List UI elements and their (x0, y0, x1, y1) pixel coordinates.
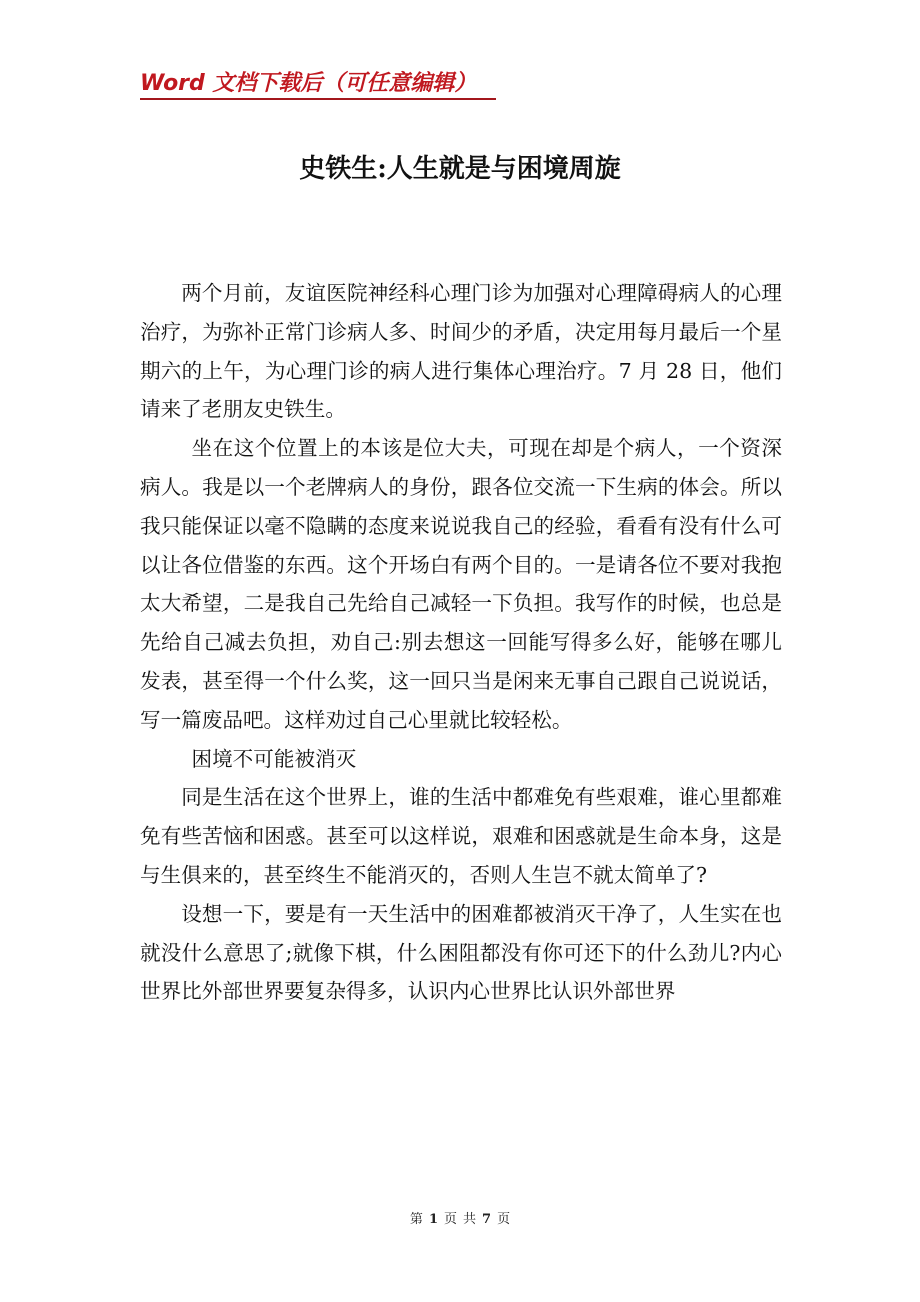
footer-label-ye-end: 页 (497, 1212, 511, 1227)
footer-label-total: 共 (463, 1212, 477, 1227)
footer-total-pages: 7 (482, 1212, 492, 1227)
footer-current-page: 1 (428, 1212, 438, 1227)
footer-label-page: 第 (409, 1212, 423, 1227)
footer-label-ye: 页 (443, 1212, 457, 1227)
page-footer (0, 1208, 920, 1227)
download-banner (140, 64, 496, 100)
section-heading: 困境不可能被消灭 (191, 746, 357, 771)
document-body (140, 274, 782, 1011)
paragraph: 坐在这个位置上的本该是位大夫，可现在却是个病人，一个资深病人。我是以一个老牌病人的身份，跟各位交流一下生病的体会。所以我只能保证以毫不隐瞒的态度来说说我自己的经验，看看有没有什么可以让各位借鉴的东西。这个开场白有两个目的。一是请各位不要对我抱太大希望，二是我自己先给自己减轻一下负担。我写作的时候，也总是先给自己减去负担，劝自己:别去想这一回能写得多么好，能够在哪儿发表，甚至得一个什么奖，这一回只当是闲来无事自己跟自己说说话，写一篇废品吧。这样劝过自己心里就比较轻松。 (140, 436, 782, 732)
banner-text: Word 文档下载后（可任意编辑） (140, 71, 477, 96)
document-title: 史铁生:人生就是与困境周旋 (299, 154, 621, 184)
paragraph: 同是生活在这个世界上，谁的生活中都难免有些艰难，谁心里都难免有些苦恼和困惑。甚至可以这样说，艰难和困惑就是生命本身，这是与生俱来的，甚至终生不能消灭的，否则人生岂不就太简单了? (140, 785, 782, 887)
paragraph: 两个月前，友谊医院神经科心理门诊为加强对心理障碍病人的心理治疗，为弥补正常门诊病人多、时间少的矛盾，决定用每月最后一个星期六的上午，为心理门诊的病人进行集体心理治疗。7 月 28 日，他们请来了老朋友史铁生。 (140, 281, 782, 422)
paragraph: 设想一下，要是有一天生活中的困难都被消灭干净了，人生实在也就没什么意思了;就像下棋，什么困阻都没有你可还下的什么劲儿?内心世界比外部世界要复杂得多，认识内心世界比认识外部世界 (140, 901, 782, 1004)
